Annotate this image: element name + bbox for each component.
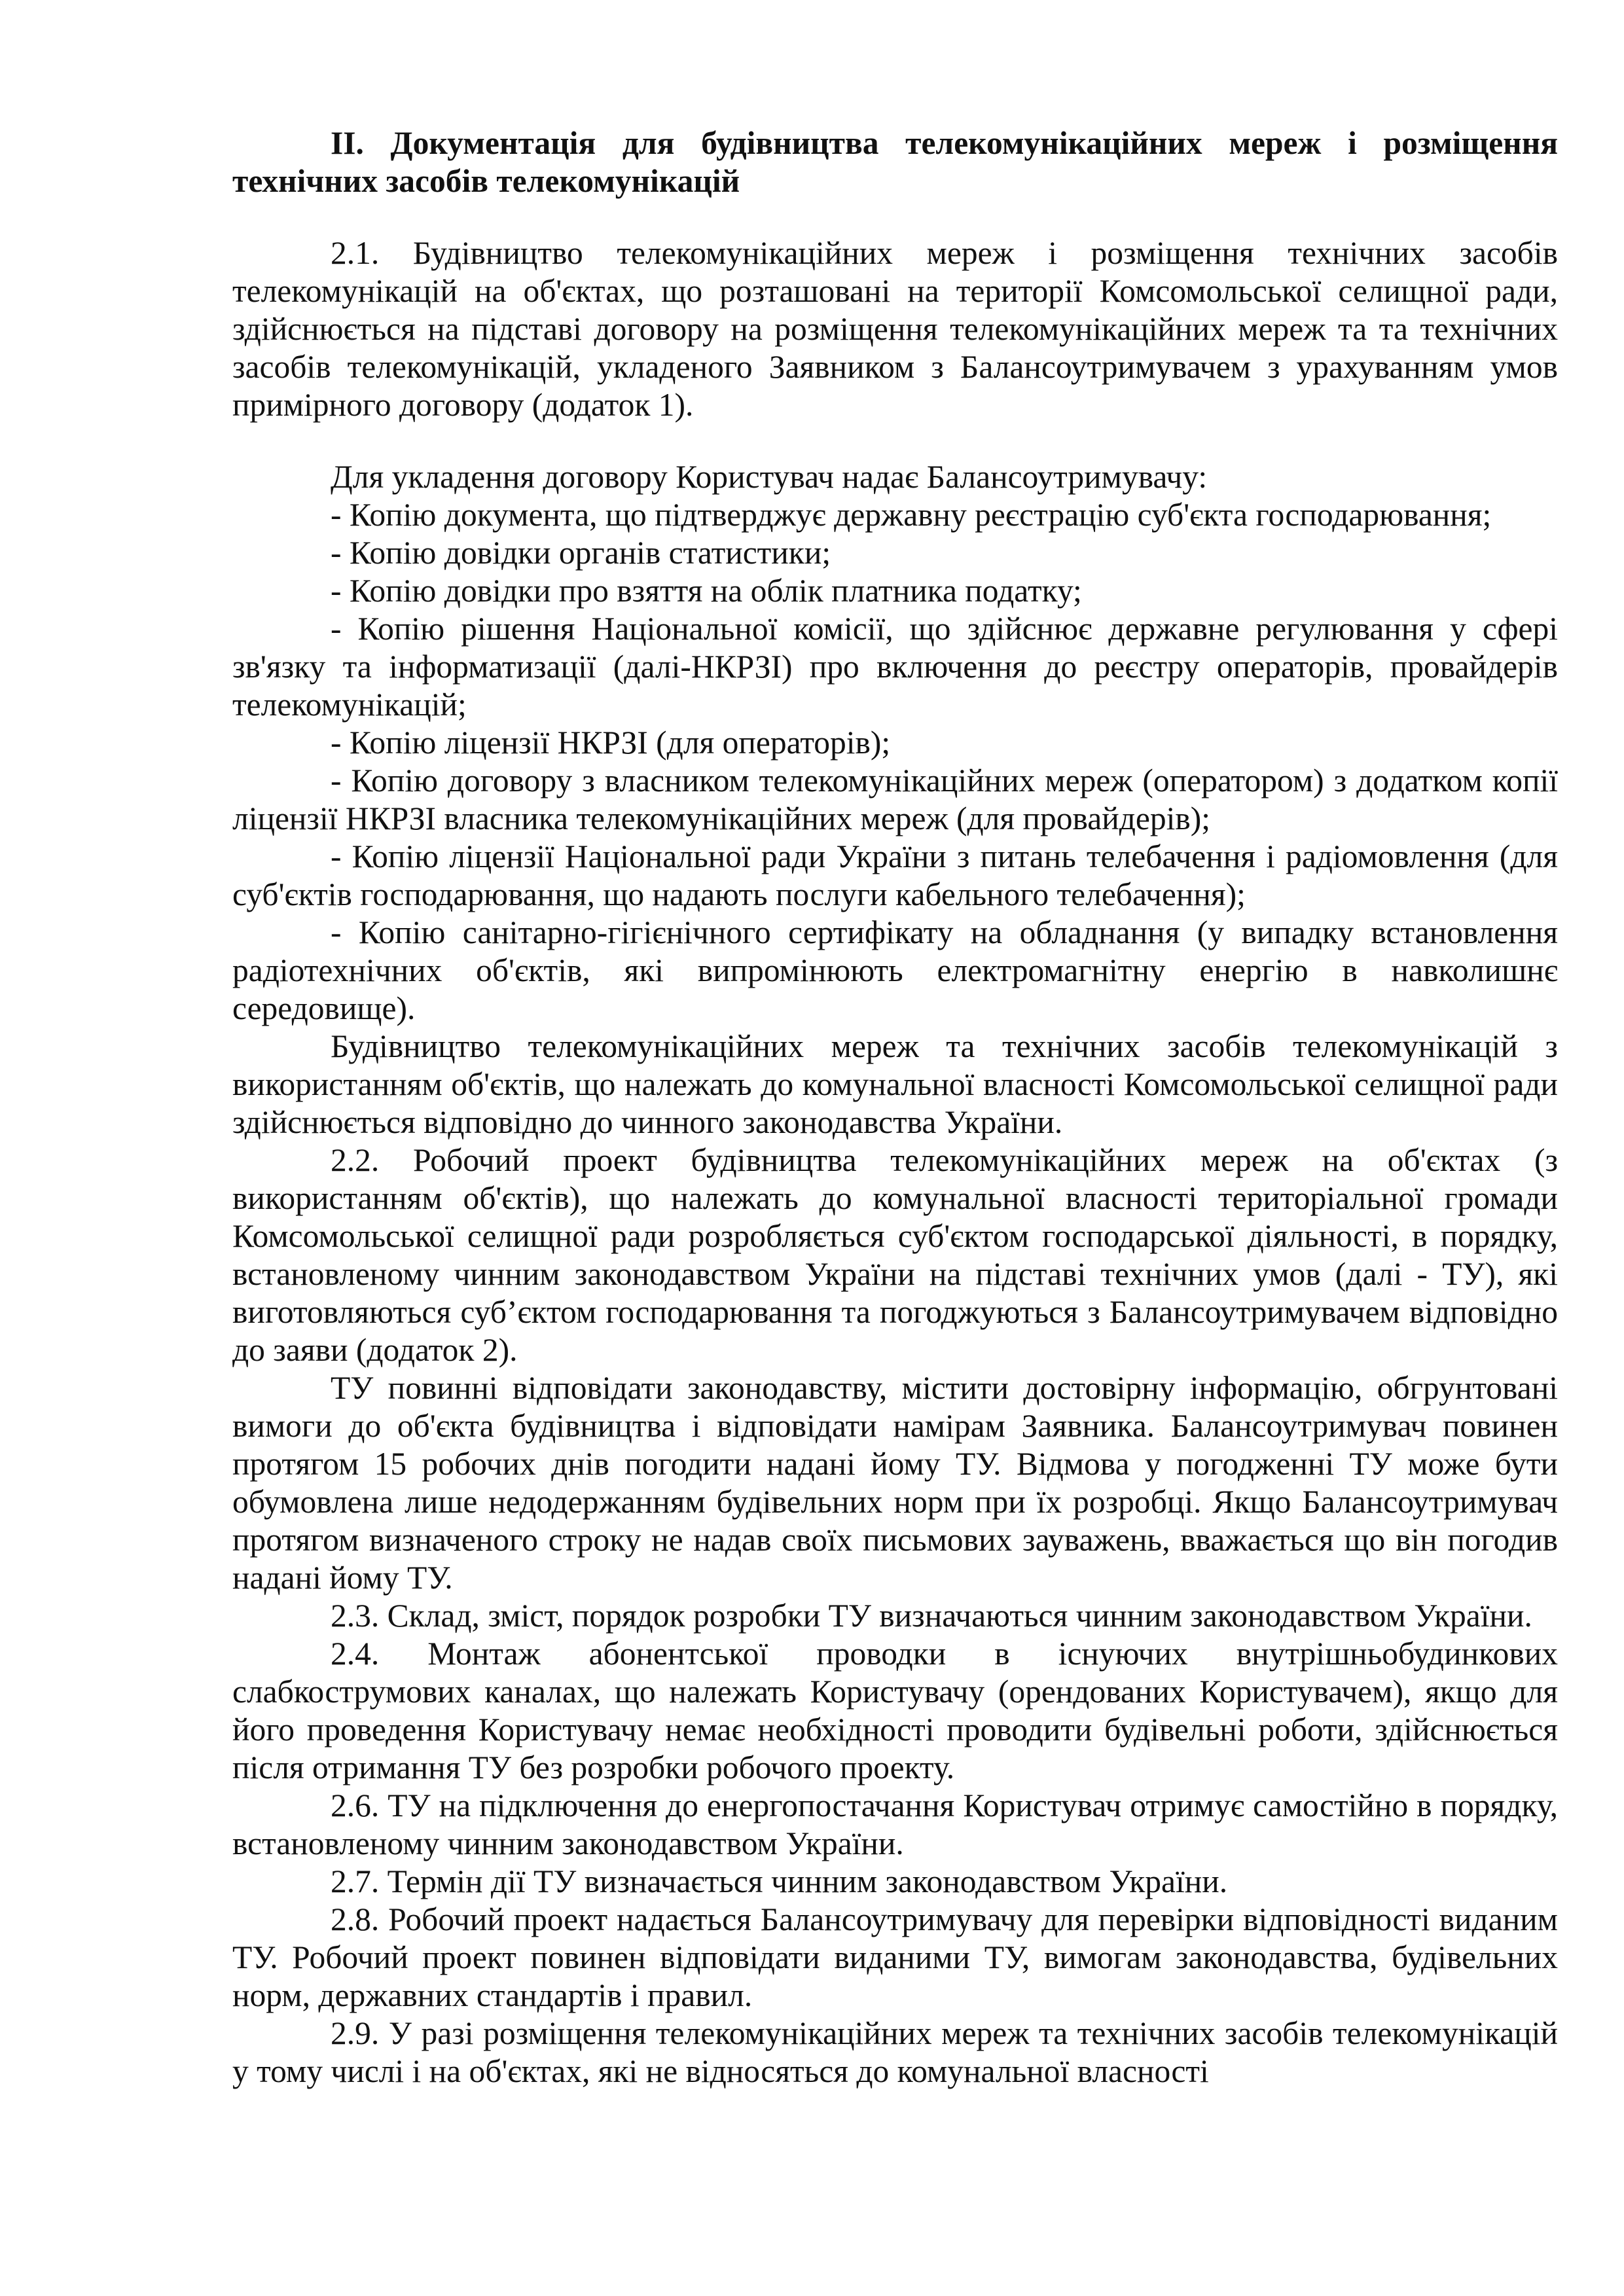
- document-page: [232, 124, 1558, 2090]
- paragraph-construction-law: Будівництво телекомунікаційних мереж та технічних засобів телекомунікацій з використанням об'єктів, що належать до комунальної власності Комсомольської селищної ради здійснюється відповідно до чинного законодавства України.: [232, 1028, 1558, 1140]
- paragraph-2-3: 2.3. Склад, зміст, порядок розробки ТУ визначаються чинним законодавством України.: [331, 1598, 1532, 1634]
- list-item-tax-copy: - Копію довідки про взяття на облік платника податку;: [331, 573, 1082, 609]
- paragraph-documents-intro: Для укладення договору Користувач надає Балансоутримувачу:: [331, 459, 1208, 495]
- list-item-sanitary-certificate-copy: - Копію санітарно-гігієнічного сертифікату на обладнання (у випадку встановлення радіотехнічних об'єктів, які випромінюють електромагнітну енергію в навколишнє середовище).: [232, 914, 1558, 1026]
- paragraph-2-2: 2.2. Робочий проект будівництва телекомунікаційних мереж на об'єктах (з використанням об'єктів), що належать до комунальної власності територіальної громади Комсомольської селищної ради розробляється суб'єктом господарської діяльності, в порядку, встановленому чинним законодавством України на підставі технічних умов (далі - ТУ), які виготовляються суб’єктом господарювання та погоджуються з Балансоутримувачем відповідно до заяви (додаток 2).: [232, 1142, 1558, 1368]
- list-item-owner-contract-copy: - Копію договору з власником телекомунікаційних мереж (оператором) з додатком копії ліцензії НКРЗІ власника телекомунікаційних мереж (для провайдерів);: [232, 762, 1558, 836]
- list-item-registration-copy: - Копію документа, що підтверджує державну реєстрацію суб'єкта господарювання;: [331, 497, 1492, 533]
- paragraph-2-8: 2.8. Робочий проект надається Балансоутримувачу для перевірки відповідності виданим ТУ. Робочий проект повинен відповідати виданими ТУ, вимогам законодавства, будівельних норм, державних стандартів і правил.: [232, 1901, 1558, 2013]
- paragraph-2-6: 2.6. ТУ на підключення до енергопостачання Користувач отримує самостійно в порядку, встановленому чинним законодавством України.: [232, 1787, 1558, 1861]
- list-item-nkrzi-decision-copy: - Копію рішення Національної комісії, що здійснює державне регулювання у сфері зв'язку та інформатизації (далі-НКРЗІ) про включення до реєстру операторів, провайдерів телекомунікацій;: [232, 611, 1558, 723]
- paragraph-2-1: 2.1. Будівництво телекомунікаційних мереж і розміщення технічних засобів телекомунікацій на об'єктах, що розташовані на території Комсомольської селищної ради, здійснюється на підставі договору на розміщення телекомунікаційних мереж та та технічних засобів телекомунікацій, укладеного Заявником з Балансоутримувачем з урахуванням умов примірного договору (додаток 1).: [232, 235, 1558, 423]
- section-heading: ІІ. Документація для будівництва телекомунікаційних мереж і розміщення технічних засобів телекомунікацій: [232, 125, 1558, 199]
- list-item-statistics-copy: - Копію довідки органів статистики;: [331, 535, 831, 571]
- paragraph-2-9: 2.9. У разі розміщення телекомунікаційних мереж та технічних засобів телекомунікацій у тому числі і на об'єктах, які не відносяться до комунальної власності: [232, 2015, 1558, 2089]
- paragraph-2-4: 2.4. Монтаж абонентської проводки в існуючих внутрішньобудинкових слабкострумових каналах, що належать Користувачу (орендованих Користувачем), якщо для його проведення Користувачу немає необхідності проводити будівельні роботи, здійснюється після отримання ТУ без розробки робочого проекту.: [232, 1636, 1558, 1785]
- list-item-tv-license-copy: - Копію ліцензії Національної ради України з питань телебачення і радіомовлення (для суб'єктів господарювання, що надають послуги кабельного телебачення);: [232, 838, 1558, 912]
- list-item-nkrzi-license-copy: - Копію ліцензії НКРЗІ (для операторів);: [331, 725, 891, 761]
- paragraph-2-7: 2.7. Термін дії ТУ визначається чинним законодавством України.: [331, 1863, 1228, 1899]
- paragraph-tu-requirements: ТУ повинні відповідати законодавству, містити достовірну інформацію, обгрунтовані вимоги до об'єкта будівництва і відповідати намірам Заявника. Балансоутримувач повинен протягом 15 робочих днів погодити надані йому ТУ. Відмова у погодженні ТУ може бути обумовлена лише недодержанням будівельних норм при їх розробці. Якщо Балансоутримувач протягом визначеного строку не надав своїх письмових зауважень, вважається що він погодив надані йому ТУ.: [232, 1370, 1558, 1596]
